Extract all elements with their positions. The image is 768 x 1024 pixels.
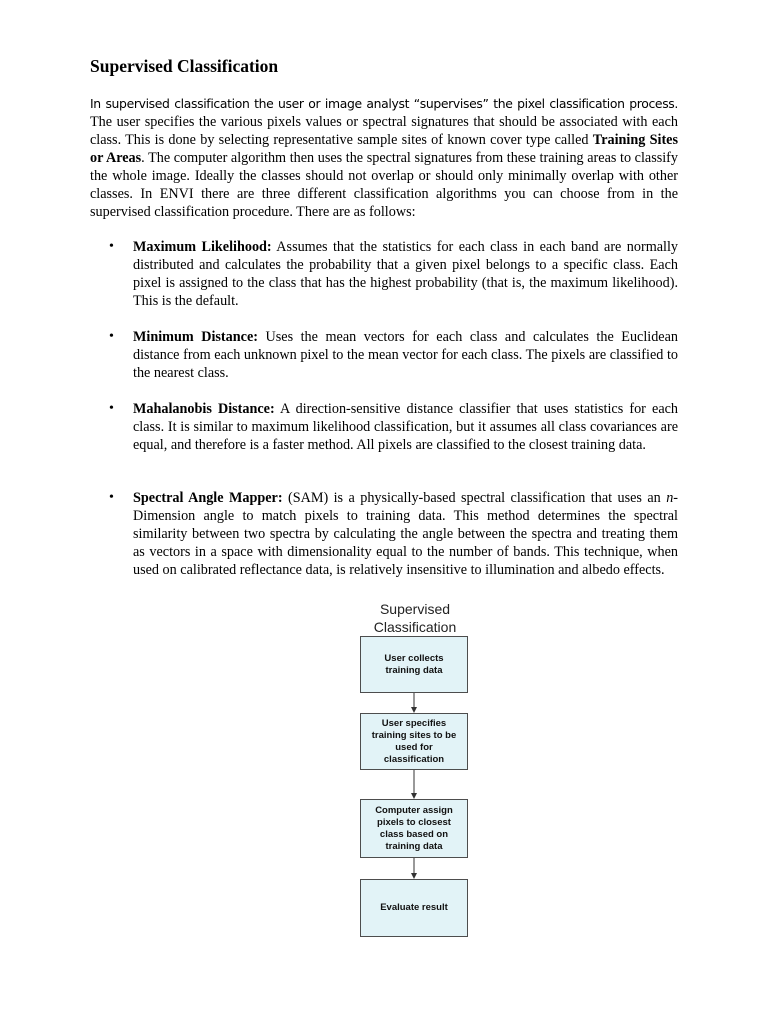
intro-lead-sentence: In supervised classification the user or image analyst “supervises” the pixel classification process. xyxy=(90,96,678,111)
flow-step-specify-training-sites xyxy=(360,713,468,770)
bullet-italic-n: n xyxy=(666,490,674,506)
bullet-dot: • xyxy=(109,329,114,344)
bullet-text-a: (SAM) is a physically-based spectral classification that uses an xyxy=(282,490,667,506)
flow-step-collect-training-data xyxy=(360,636,468,693)
list-item-minimum-distance xyxy=(109,328,678,382)
flow-step-evaluate-result xyxy=(360,879,468,937)
intro-paragraph xyxy=(90,95,678,221)
bullet-text: A direction-sensitive distance classifier that uses statistics for each class. It is similar to maximum likelihood classification, but it assumes all class covariances are equal, and therefore is a faster method. All pixels are classified to the closest training data. xyxy=(133,401,679,453)
bullet-dot: • xyxy=(109,490,114,505)
flow-step-line: Evaluate result xyxy=(380,902,448,913)
bullet-dot: • xyxy=(109,401,114,416)
intro-text-part2: . The computer algorithm then uses the spectral signatures from these training areas to classify the whole image. Ideally the classes should not overlap or should only minimally overlap with other classes. In ENVI there are three different classification algorithms you can choose from in the supervised classification procedure. There are as follows: xyxy=(90,150,678,220)
bullet-term: Mahalanobis Distance: xyxy=(133,401,275,417)
intro-text-part1: The user specifies the various pixels values or spectral signatures that should be associated with each class. This is done by selecting representative sample sites of known cover type called xyxy=(90,114,678,148)
list-item-spectral-angle-mapper xyxy=(109,489,679,579)
flow-step-line: training data xyxy=(385,664,443,676)
intro-bold-term: Training Sites or Areas xyxy=(90,132,678,166)
bullet-term: Spectral Angle Mapper: xyxy=(133,490,283,506)
bullet-text: Uses the mean vectors for each class and calculates the Euclidean distance from each unknown pixel to the mean vector for each class. The pixels are classified to the nearest class. xyxy=(133,329,678,381)
flow-step-line: class based on xyxy=(379,828,449,840)
flow-step-assign-pixels xyxy=(360,799,468,858)
flowchart-title-line2: Classification xyxy=(373,619,457,635)
flow-step-line: pixels to closest xyxy=(377,816,451,828)
list-item-mahalanobis-distance xyxy=(109,400,679,454)
flow-step-line: training data xyxy=(385,840,443,852)
page-title: Supervised Classification xyxy=(90,56,279,76)
list-item-maximum-likelihood xyxy=(109,238,679,310)
flowchart-title-line1: Supervised xyxy=(379,601,451,617)
bullet-term: Minimum Distance: xyxy=(133,329,258,345)
flow-step-line: Computer assign xyxy=(375,804,453,816)
bullet-text: Assumes that the statistics for each class in each band are normally distributed and calculates the probability that a given pixel belongs to a specific class. Each pixel is assigned to the class that has the highest probability (that is, the maximum likelihood). This is the default. xyxy=(133,239,679,309)
flow-step-line: User collects xyxy=(384,652,444,664)
flow-step-line: training sites to be xyxy=(371,729,457,741)
bullet-dot: • xyxy=(109,239,114,254)
bullet-text-b: -Dimension angle to match pixels to training data. This method determines the spectral similarity between two spectra by calculating the angle between the spectra and treating them as vectors in a space with dimensionality equal to the number of bands. This technique, when used on calibrated reflectance data, is relatively insensitive to illumination and albedo effects. xyxy=(133,490,679,578)
flow-step-line: User specifies xyxy=(381,717,447,729)
bullet-term: Maximum Likelihood: xyxy=(133,239,272,255)
flowchart xyxy=(340,596,510,946)
flow-step-line: used for classification xyxy=(383,741,445,765)
